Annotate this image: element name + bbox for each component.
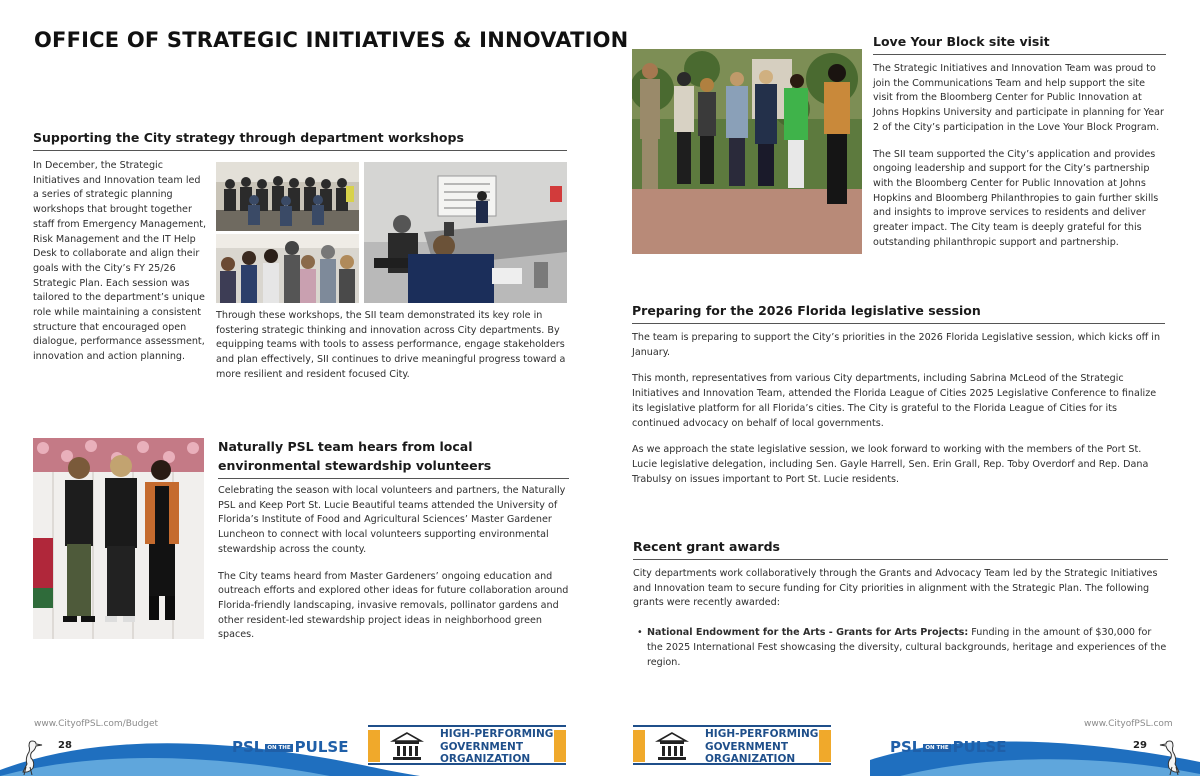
love-your-block-paragraph-2: The SII team supported the City’s application and provides ongoing leadership and support for the City’s partnership with the Bloomberg Center for Public Innovation at Johns Hopkins and Bloomberg Philanthropies to gain further skills and insights to improve services to residents and deliver greater impact. The City team is deeply grateful for this outstanding philanthropic support and partnership.: [873, 148, 1159, 248]
footer-url-left[interactable]: www.CityofPSL.com/Budget: [34, 719, 159, 729]
logo-pulse-text: PULSE: [952, 738, 1007, 756]
building-icon: [390, 731, 424, 761]
workshops-intro: In December, the Strategic Initiatives and Innovation team led a series of strategic planning workshops that brought together staff from Emergency Management, Risk Management and the IT Help Desk to collaborate and align their goals with the City’s FY 25/26 Strategic Plan. Each session was tailored to the department’s unique role while maintaining a consistent structure that encouraged open dialogue, performance assessment, innovation and action planning.: [33, 160, 207, 363]
page-title: OFFICE OF STRATEGIC INITIATIVES & INNOVATION: [34, 28, 629, 52]
psl-pulse-logo: [232, 738, 348, 756]
logo-on-the-text: ON THE: [267, 744, 291, 751]
love-your-block-heading: Love Your Block site visit: [873, 32, 1166, 55]
building-icon: [655, 731, 689, 761]
footer-url-right[interactable]: www.CityofPSL.com: [1084, 719, 1173, 729]
legislative-paragraph-3: As we approach the state legislative session, we look forward to working with the members of the Port St. Lucie legislative delegation, including Sen. Gayle Harrell, Sen. Erin Grall, Rep. Toby Overdorf and Rep. Dana Trabulsy on issues important to Port St. Lucie residents.: [632, 444, 1149, 485]
logo-psl-text: PSL: [232, 738, 264, 756]
badge-line-1: HIGH-PERFORMING: [705, 728, 819, 740]
heron-icon: [1158, 737, 1190, 775]
heron-icon: [12, 737, 44, 775]
grants-intro: City departments work collaboratively through the Grants and Advocacy Team led by the Strategic Initiatives and Innovation team to secure funding for City priorities in alignment with the Strategic Plan. The following grants were recently awarded:: [633, 568, 1158, 609]
logo-psl-text: PSL: [890, 738, 922, 756]
badge-line-1: HIGH-PERFORMING: [440, 728, 554, 740]
workshops-heading: Supporting the City strategy through department workshops: [33, 128, 567, 151]
bullet-icon: •: [637, 627, 643, 638]
legislative-paragraph-1: The team is preparing to support the City’s priorities in the 2026 Florida Legislative session, which kicks off in January.: [632, 332, 1161, 358]
badge-line-3: ORGANIZATION: [705, 753, 796, 765]
badge-line-2: GOVERNMENT: [705, 740, 789, 753]
badge-text: [440, 728, 553, 766]
workshop-group-photo-2: [216, 234, 359, 303]
badge-line-3: ORGANIZATION: [440, 753, 531, 765]
grant-name: National Endowment for the Arts - Grants for Arts Projects:: [647, 627, 969, 638]
naturally-body: [218, 484, 570, 643]
logo-on-the-text: ON THE: [925, 744, 949, 751]
psl-pulse-logo: [890, 738, 1006, 756]
naturally-heading: Naturally PSL team hears from local environmental stewardship volunteers: [218, 437, 569, 479]
grant-description: Funding in the amount of $30,000 for the 2025 International Fest showcasing the diversity, cultural backgrounds, heritage and experiences of the region.: [647, 627, 1167, 668]
grants-heading: Recent grant awards: [633, 537, 1168, 560]
hpgo-badge-left: [368, 725, 566, 765]
master-gardener-photo: [33, 438, 204, 639]
hpgo-badge-right: [633, 725, 831, 765]
badge-bar: [633, 730, 645, 762]
badge-bar: [554, 730, 566, 762]
legislative-paragraph-2: This month, representatives from various City departments, including Sabrina McLeod of the Strategic Initiatives and Innovation Team, attended the Florida League of Cities 2025 Legislative Conference to finalize its legislative platform for all Florida’s cities. The City is grateful to the Florida League of Cities for its continued advocacy on behalf of local governments.: [632, 373, 1157, 429]
logo-pulse-text: PULSE: [294, 738, 349, 756]
page-number-left: 28: [58, 740, 72, 751]
badge-bar: [819, 730, 831, 762]
badge-bar: [368, 730, 380, 762]
workshop-group-photo-1: [216, 162, 359, 231]
naturally-paragraph-1: Celebrating the season with local volunteers and partners, the Naturally PSL and Keep Port St. Lucie Beautiful teams attended the University of Florida’s Institute of Food and Agricultural Sciences’ Master Gardener Luncheon to connect with local volunteers supporting environmental stewardship across the county.: [218, 485, 566, 555]
badge-line-2: GOVERNMENT: [440, 740, 524, 753]
legislative-heading: Preparing for the 2026 Florida legislative session: [632, 301, 1165, 324]
workshop-meeting-photo: [364, 162, 567, 303]
naturally-paragraph-2: The City teams heard from Master Gardeners’ ongoing education and outreach efforts and explored other ideas for future collaboration around Florida-friendly landscaping, invasive removals, pollinator gardens and other resident-led stewardship project ideas in neighborhood green spaces.: [218, 570, 569, 641]
love-your-block-paragraph-1: The Strategic Initiatives and Innovation Team was proud to join the Communications Team and help support the site visit from the Bloomberg Center for Public Innovation at Johns Hopkins University and participate in planning for Year 2 of the City’s participation in the Love Your Block Program.: [873, 63, 1164, 133]
badge-text: [705, 728, 818, 766]
legislative-body: [632, 331, 1166, 487]
page-number-right: 29: [1133, 740, 1147, 751]
love-your-block-body: [873, 62, 1167, 250]
workshops-followup: Through these workshops, the SII team demonstrated its key role in fostering strategic thinking and innovation across City departments. By equipping teams with tools to assess performance, engage stakeholders and plan effectively, SII continues to drive meaningful progress toward a more resilient and resident focused City.: [216, 310, 566, 380]
grant-list-item: [633, 625, 1167, 670]
love-your-block-photo: [632, 49, 862, 254]
